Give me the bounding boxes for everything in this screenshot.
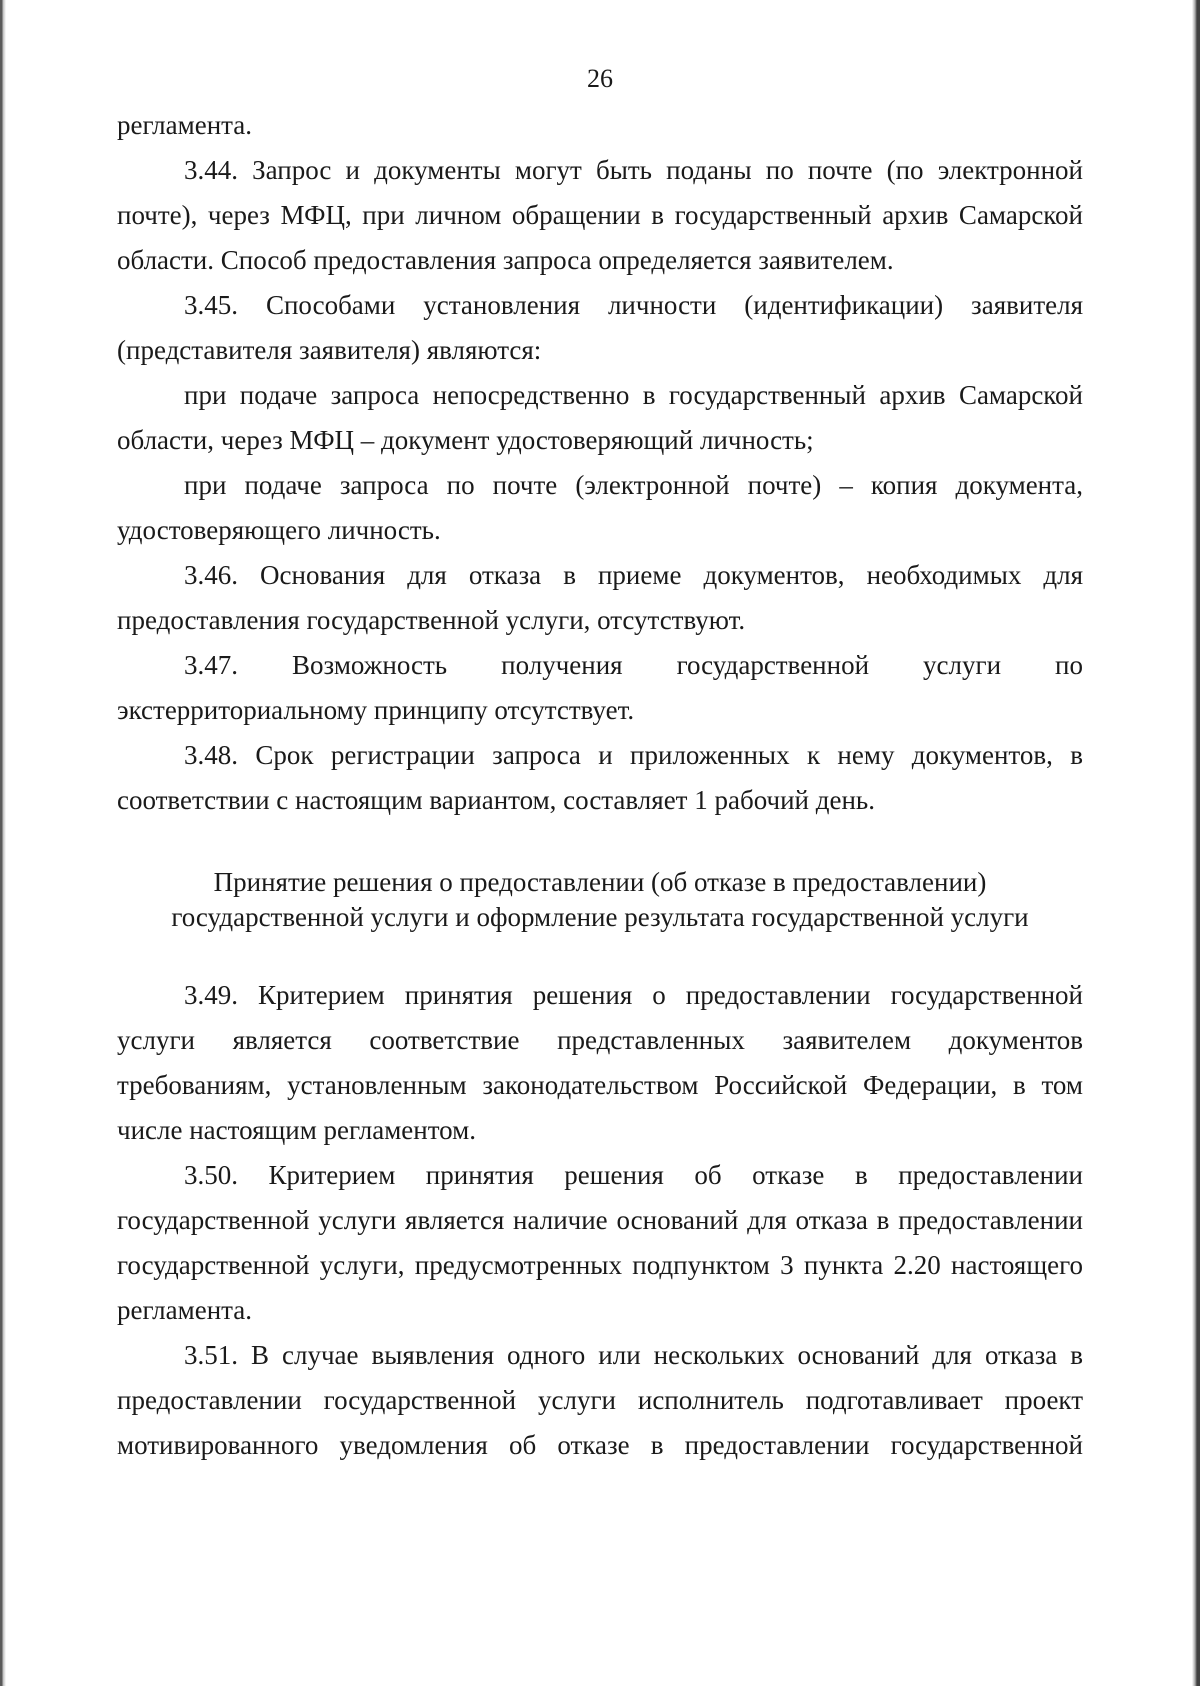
document-body [117, 103, 1083, 1468]
paragraph-3-48: 3.48. Срок регистрации запроса и приложенных к нему документов, в соответствии с настоящим вариантом, составляет 1 рабочий день. [117, 740, 1083, 815]
paragraph-3-45: 3.45. Способами установления личности (идентификации) заявителя (представителя заявителя) являются: [117, 290, 1083, 365]
paragraph-3-50: 3.50. Критерием принятия решения об отказе в предоставлении государственной услуги является наличие оснований для отказа в предоставлении государственной услуги, предусмотренных подпунктом 3 пункта 2.20 настоящего регламента. [117, 1160, 1083, 1325]
scan-edge-left [0, 0, 6, 1686]
section-heading-line-1: Принятие решения о предоставлении (об отказе в предоставлении) [213, 867, 987, 897]
paragraph-3-51: 3.51. В случае выявления одного или нескольких оснований для отказа в предоставлении государственной услуги исполнитель подготавливает проект мотивированного уведомления об отказе в предоставлении государственной [117, 1340, 1083, 1460]
section-heading [117, 865, 1083, 935]
paragraph-continuation: регламента. [117, 110, 253, 140]
paragraph-3-45-item-2: при подаче запроса по почте (электронной почте) – копия документа, удостоверяющего личность. [117, 470, 1083, 545]
scan-edge-right [1192, 0, 1200, 1686]
section-heading-line-2: государственной услуги и оформление результата государственной услуги [171, 902, 1029, 932]
paragraph-3-49: 3.49. Критерием принятия решения о предоставлении государственной услуги является соответствие представленных заявителем документов требованиям, установленным законодательством Российской Федерации, в том числе настоящим регламентом. [117, 980, 1083, 1145]
paragraph-3-46: 3.46. Основания для отказа в приеме документов, необходимых для предоставления государственной услуги, отсутствуют. [117, 560, 1083, 635]
page-number: 26 [587, 64, 613, 93]
paragraph-3-45-item-1: при подаче запроса непосредственно в государственный архив Самарской области, через МФЦ – документ удостоверяющий личность; [117, 380, 1083, 455]
paragraph-3-47: 3.47. Возможность получения государственной услуги по экстерриториальному принципу отсутствует. [117, 650, 1083, 725]
paragraph-3-44: 3.44. Запрос и документы могут быть поданы по почте (по электронной почте), через МФЦ, при личном обращении в государственный архив Самарской области. Способ предоставления запроса определяется заявителем. [117, 155, 1083, 275]
